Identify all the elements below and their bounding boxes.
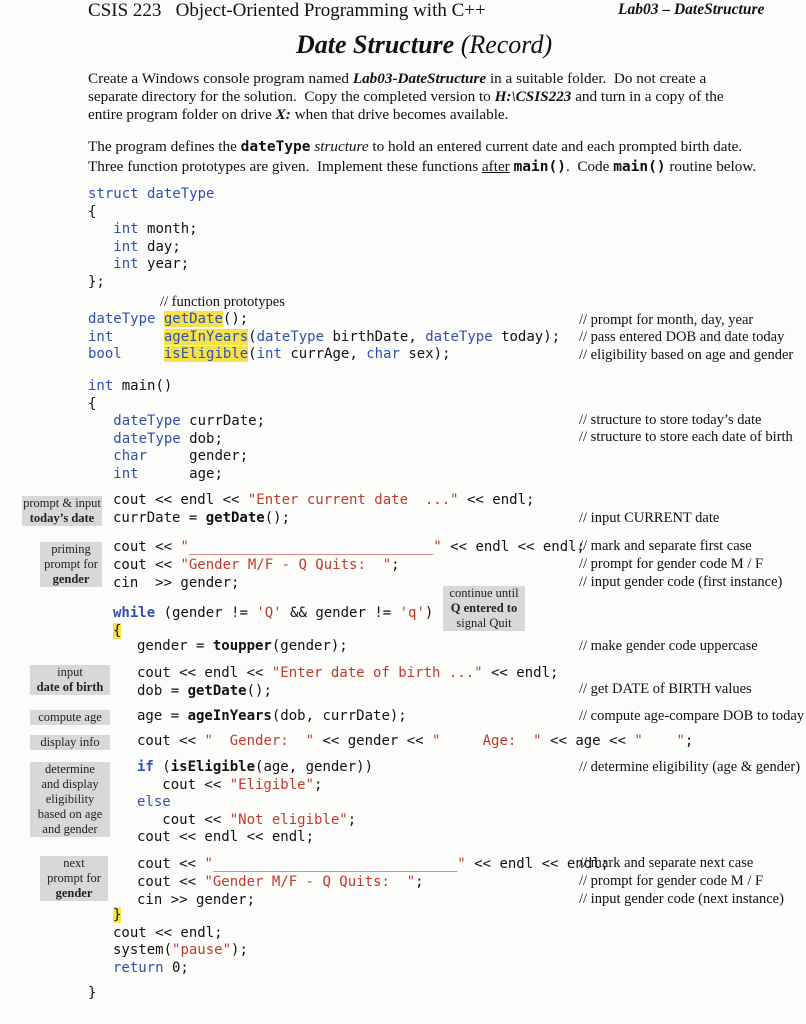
code-eligibility: if (isEligible(age, gender)) cout << "Eligible"; else cout << "Not eligible"; cout << endl << endl;: [137, 759, 374, 845]
code-main-close: }: [88, 985, 97, 1001]
comment-dob: // structure to store each date of birth: [579, 429, 793, 445]
comment-ageinyears: // pass entered DOB and date today: [579, 329, 785, 345]
sidenote-prompt-today: prompt & input today’s date: [23, 496, 101, 525]
sidenote-priming: priming prompt for gender: [40, 542, 102, 587]
comment-uppercase: // make gender code uppercase: [579, 638, 758, 654]
comment-prompt-gender-2: // prompt for gender code M / F: [579, 873, 764, 889]
code-enter-current: cout << endl << "Enter current date ..." << endl;: [113, 492, 535, 508]
comment-get-dob: // get DATE of BIRTH values: [579, 681, 752, 697]
struct-definition: struct dateType { int month; int day; int year; };: [88, 186, 215, 290]
comment-input-current: // input CURRENT date: [579, 510, 720, 526]
comment-mark-first: // mark and separate first case: [579, 538, 752, 554]
comment-currdate: // structure to store today’s date: [579, 412, 762, 428]
comment-compute-age: // compute age-compare DOB to today: [579, 708, 805, 724]
code-getdate-curr: currDate = getDate();: [113, 510, 291, 526]
comment-getdate: // prompt for month, day, year: [579, 312, 754, 328]
code-dob: cout << endl << "Enter date of birth ..." << endl; dob = getDate();: [137, 665, 559, 699]
sidenote-input-dob: input date of birth: [30, 665, 110, 695]
sidenote-compute-age: compute age: [30, 710, 110, 725]
main-header: int main() { dateType currDate; dateType dob; char gender; int age;: [88, 378, 266, 482]
code-while-loop: while (gender != 'Q' && gender != 'q') {: [113, 605, 434, 639]
sidenote-next-prompt: next prompt for gender: [40, 856, 108, 901]
code-toupper: gender = toupper(gender);: [137, 638, 348, 654]
code-age: age = ageInYears(dob, currDate);: [137, 708, 407, 724]
comment-input-gender-first: // input gender code (first instance): [579, 574, 783, 590]
course-header: CSIS 223 Object-Oriented Programming with C++: [88, 0, 486, 21]
function-prototypes: dateType getDate(); int ageInYears(dateType birthDate, dateType today); bool isEligible(int currAge, char sex);: [88, 311, 561, 362]
comment-determine: // determine eligibility (age & gender): [579, 759, 801, 775]
sidenote-continue-until: continue until Q entered to signal Quit: [443, 586, 525, 631]
code-display: cout << " Gender: " << gender << " Age: " << age << " ";: [137, 733, 694, 749]
intro-paragraph-2: The program defines the dateType structure to hold an entered current date and each prompted birth date. Three function prototypes are given. Implement these functions after main(). Code main() routine below.: [88, 138, 757, 175]
comment-iseligible: // eligibility based on age and gender: [579, 347, 794, 363]
code-priming: cout << "_____________________________" << endl << endl; cout << "Gender M/F - Q Quits: "; cin >> gender;: [113, 539, 586, 591]
sidenote-determine: determine and display eligibility based on age and gender: [30, 762, 110, 837]
comment-prompt-gender: // prompt for gender code M / F: [579, 556, 764, 572]
comment-input-gender-next: // input gender code (next instance): [579, 891, 784, 907]
intro-paragraph-1: Create a Windows console program named Lab03-DateStructure in a suitable folder. Do not create a separate directory for the solution. Copy the completed version to H:\CSIS223 and turn in a copy of the entire program folder on drive X: when that drive becomes available.: [88, 70, 724, 123]
code-next-prompt: cout << "_____________________________" << endl << endl; cout << "Gender M/F - Q Quits: "; cin >> gender;: [137, 856, 610, 908]
page-title: Date Structure (Record): [296, 30, 553, 59]
comment-mark-next: // mark and separate next case: [579, 855, 754, 871]
lab-header: Lab03 – DateStructure: [618, 1, 765, 18]
sidenote-display-info: display info: [30, 735, 110, 750]
code-ending: } cout << endl; system("pause"); return 0;: [113, 907, 248, 976]
prototypes-label: // function prototypes: [160, 294, 285, 310]
